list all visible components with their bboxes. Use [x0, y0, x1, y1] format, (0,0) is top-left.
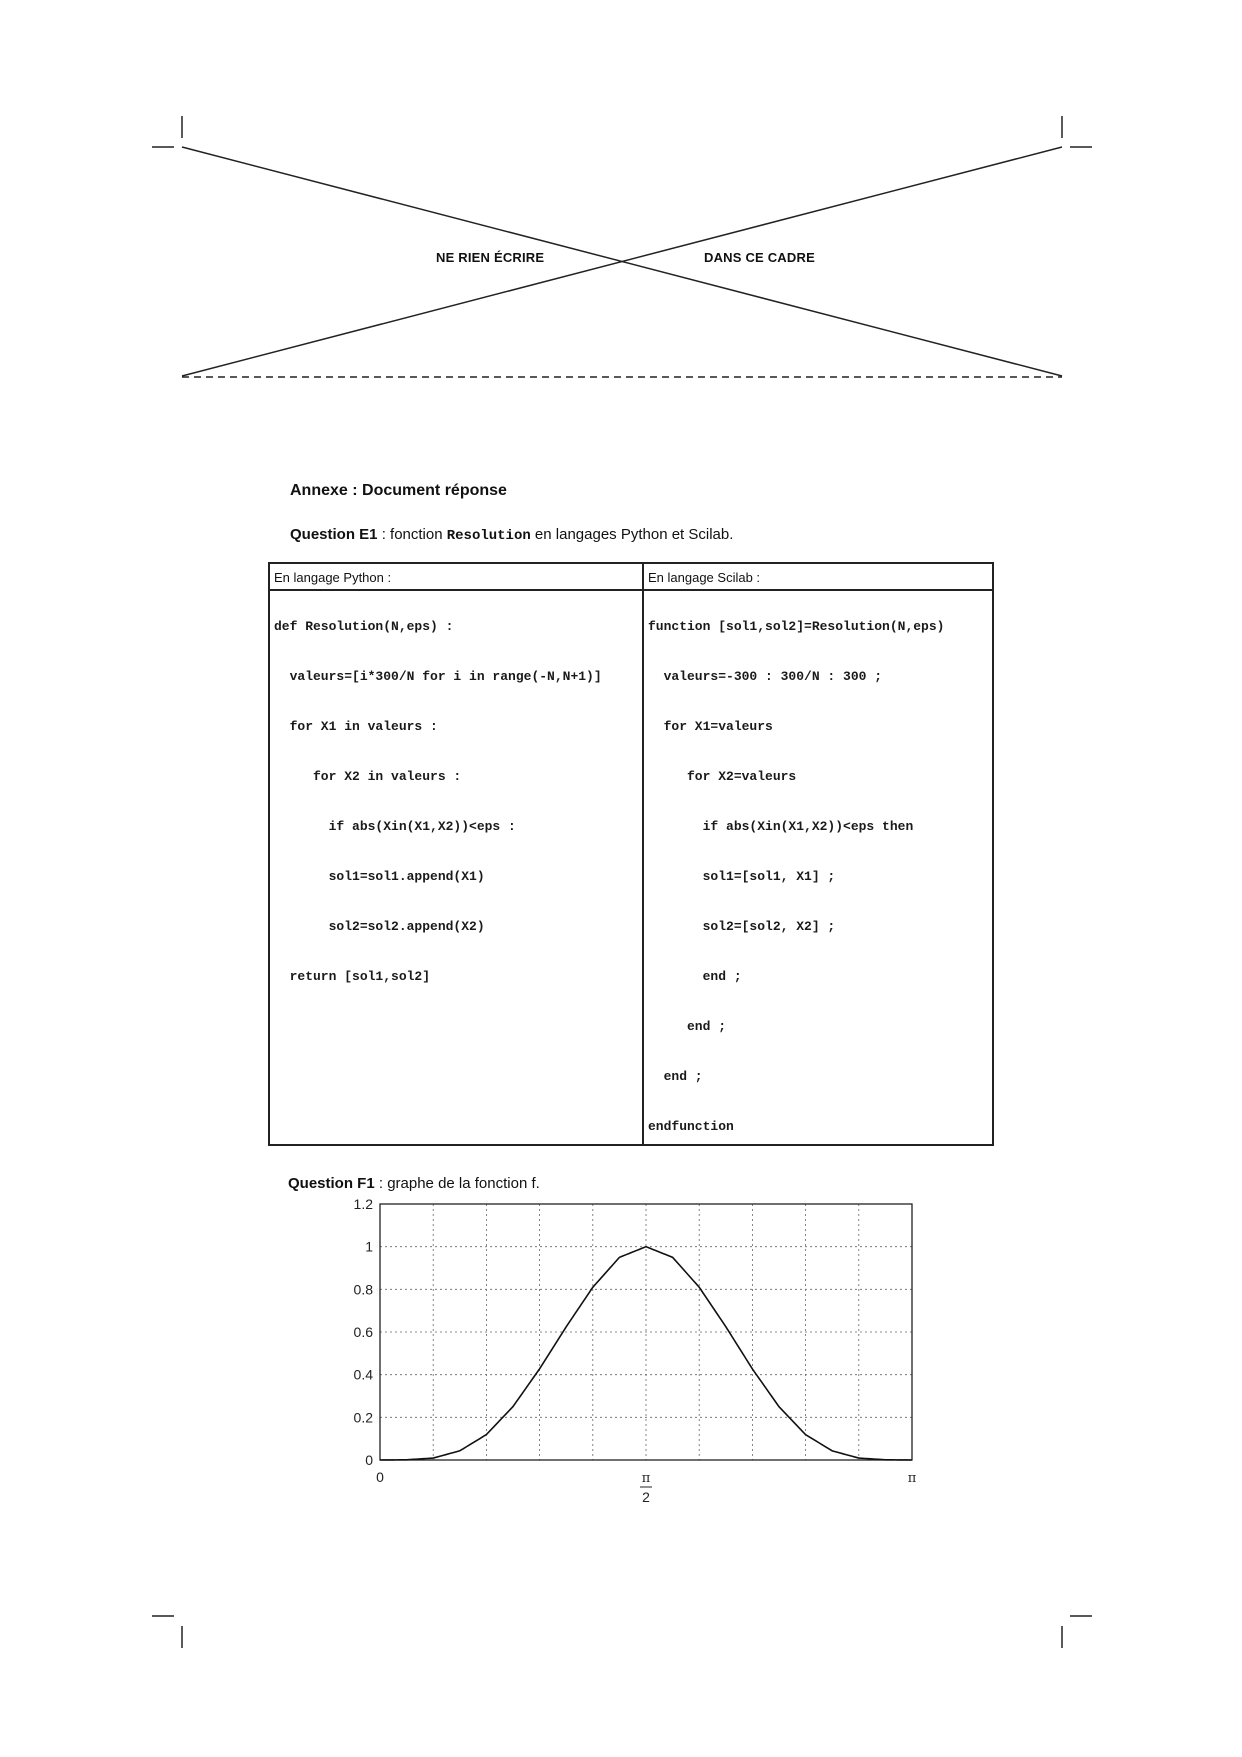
- scilab-code-line: end ;: [648, 1069, 703, 1084]
- question-e1-code: Resolution: [446, 528, 531, 544]
- python-code-line: sol1=sol1.append(X1): [274, 869, 485, 884]
- question-e1-text-end: en langages Python et Scilab.: [530, 526, 734, 543]
- python-code-line: for X2 in valeurs :: [274, 769, 462, 784]
- chart-tick-labels: [354, 1196, 917, 1505]
- scilab-code-line: sol1=[sol1, X1] ;: [648, 869, 836, 884]
- question-e1-heading: [290, 526, 733, 544]
- y-tick-label: 1: [365, 1238, 373, 1255]
- question-f1-text: : graphe de la fonction f.: [374, 1175, 540, 1192]
- python-code-line: valeurs=[i*300/N for i in range(-N,N+1)]: [274, 669, 602, 684]
- x-tick-label: 0: [376, 1469, 384, 1485]
- y-tick-label: 0.2: [353, 1409, 373, 1426]
- x-tick-label: π: [907, 1471, 917, 1486]
- frame-label-left: NE RIEN ÉCRIRE: [436, 250, 545, 265]
- scilab-code-line: end ;: [648, 969, 742, 984]
- page-title: Annexe : Document réponse: [290, 482, 507, 499]
- scilab-code-line: for X1=valeurs: [648, 719, 773, 734]
- x-tick-label-denominator: 2: [642, 1489, 650, 1505]
- scilab-code-line: if abs(Xin(X1,X2))<eps then: [648, 819, 914, 834]
- chart-grid: [380, 1204, 912, 1460]
- question-e1-text: : fonction: [377, 526, 447, 543]
- scilab-code-line: for X2=valeurs: [648, 769, 797, 784]
- x-tick-label-numerator: π: [641, 1471, 651, 1486]
- python-column: [270, 564, 644, 1144]
- python-column-header: En langage Python :: [270, 564, 642, 591]
- python-code-line: sol2=sol2.append(X2): [274, 919, 485, 934]
- scilab-code-line: function [sol1,sol2]=Resolution(N,eps): [648, 619, 945, 634]
- scilab-column-header: En langage Scilab :: [644, 564, 992, 591]
- python-code-line: for X1 in valeurs :: [274, 719, 438, 734]
- function-curve: [380, 1247, 912, 1460]
- y-tick-label: 0.6: [353, 1324, 373, 1340]
- no-write-frame: [0, 0, 1242, 400]
- frame-label-right: DANS CE CADRE: [704, 250, 815, 265]
- bottom-crop-marks: [0, 1600, 1242, 1660]
- scilab-column: [644, 564, 992, 1144]
- code-table: [268, 562, 994, 1146]
- y-tick-label: 0.4: [353, 1366, 373, 1383]
- question-f1-heading: [288, 1175, 540, 1192]
- question-e1-label: Question E1: [290, 526, 378, 543]
- y-tick-label: 1.2: [353, 1196, 373, 1212]
- scilab-code-line: endfunction: [648, 1119, 734, 1134]
- function-graph: [330, 1192, 930, 1512]
- python-code-line: if abs(Xin(X1,X2))<eps :: [274, 819, 516, 834]
- y-tick-label: 0: [365, 1452, 373, 1468]
- scilab-code-line: end ;: [648, 1019, 727, 1034]
- chart-series: [380, 1247, 912, 1460]
- question-f1-label: Question F1: [288, 1175, 375, 1192]
- y-tick-label: 0.8: [353, 1281, 373, 1298]
- scilab-code-line: valeurs=-300 : 300/N : 300 ;: [648, 669, 883, 684]
- scilab-code-line: sol2=[sol2, X2] ;: [648, 919, 836, 934]
- python-code-line: return [sol1,sol2]: [274, 969, 431, 984]
- python-code-line: def Resolution(N,eps) :: [274, 619, 454, 634]
